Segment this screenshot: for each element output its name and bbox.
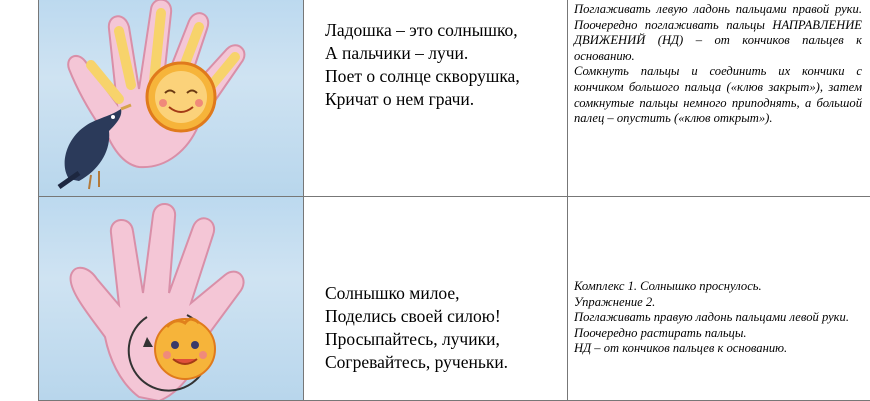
poem-line: Поделись своей силою!	[325, 306, 501, 326]
poem-line: Просыпайтесь, лучики,	[325, 329, 500, 349]
instruction-paragraph: НД – от кончиков пальцев к основанию.	[574, 341, 788, 356]
poem-line: А пальчики – лучи.	[325, 43, 469, 63]
instruction-paragraph: Поочередно растирать пальцы.	[574, 325, 747, 340]
instruction-paragraph: Поглаживать левую ладонь пальцами правой руки. Поочередно поглаживать пальцы НАПРАВЛЕНИЕ ДВИЖЕНИЙ (НД) – от кончиков пальцев к основанию.	[574, 2, 862, 63]
instruction-paragraph: Поглаживать правую ладонь пальцами левой руки.	[574, 310, 849, 325]
poem-line: Ладошка – это солнышко,	[325, 20, 518, 40]
instruction-text	[574, 279, 862, 357]
instruction-paragraph: Комплекс 1. Солнышко проснулось.	[574, 279, 762, 293]
poem-line: Поет о солнце скворушка,	[325, 66, 520, 86]
hand-shape	[71, 204, 244, 400]
instruction-paragraph: Сомкнуть пальцы и соединить их кончики с кончиком большого пальца («клюв закрыт»), затем сомкнутые пальцы немного приподнять, а большой палец – опустить («клюв открыт»).	[574, 64, 862, 126]
illustration-hand-sun-arrow	[39, 197, 304, 401]
poem-line: Солнышко милое,	[325, 283, 460, 303]
poem-cell	[304, 197, 568, 401]
instruction-text	[574, 2, 862, 127]
sun-face-icon	[155, 319, 215, 379]
instruction-paragraph: Упражнение 2.	[574, 294, 656, 309]
poem-line: Согревайтесь, рученьки.	[325, 352, 509, 372]
instruction-cell	[568, 197, 870, 401]
instruction-cell	[568, 0, 870, 197]
poem-text	[325, 282, 508, 374]
poem-cell	[304, 0, 568, 197]
illustration-hand-sun-bird	[39, 0, 304, 197]
exercise-table	[38, 0, 870, 401]
poem-text	[325, 19, 520, 111]
poem-line: Кричат о нем грачи.	[325, 89, 475, 109]
